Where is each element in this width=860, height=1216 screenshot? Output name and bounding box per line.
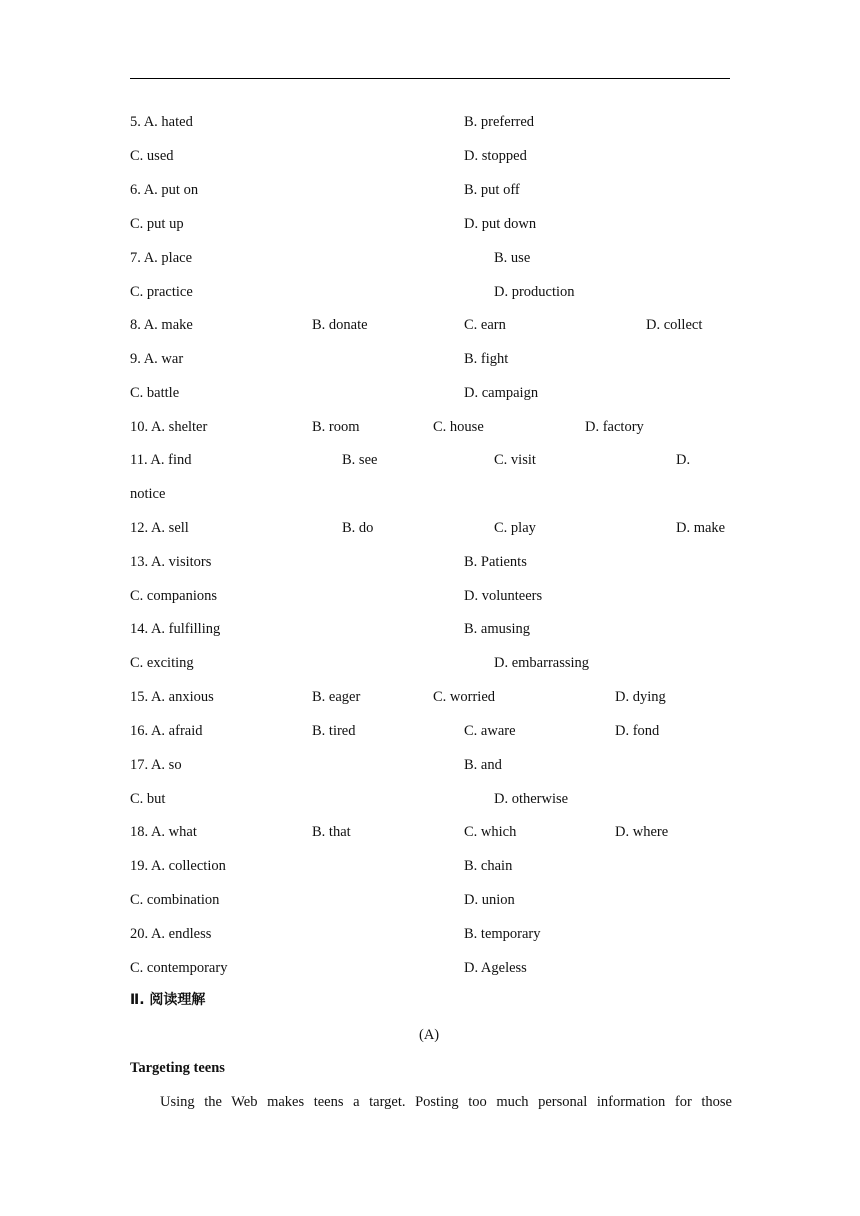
q13-option-d: D. volunteers	[464, 588, 543, 604]
q5-option-c: C. used	[130, 148, 174, 164]
q6-option-b: B. put off	[464, 182, 520, 198]
q18-option-b: B. that	[312, 824, 351, 840]
passage-first-line: Using the Web makes teens a target. Posting too much personal information for those	[160, 1094, 732, 1110]
q14-option-a: 14. A. fulfilling	[130, 621, 221, 637]
q9-option-b: B. fight	[464, 351, 509, 367]
q14-option-d: D. embarrassing	[494, 655, 590, 671]
q10-option-a: 10. A. shelter	[130, 419, 208, 435]
q5-option-d: D. stopped	[464, 148, 527, 164]
q17-option-b: B. and	[464, 757, 502, 773]
passage-label: (A)	[419, 1027, 440, 1043]
q18-option-d: D. where	[615, 824, 669, 840]
q18-option-a: 18. A. what	[130, 824, 197, 840]
q8-option-a: 8. A. make	[130, 317, 193, 333]
q11-option-c: C. visit	[494, 452, 536, 468]
q15-option-d: D. dying	[615, 689, 666, 705]
q7-option-b: B. use	[494, 250, 531, 266]
q8-option-d: D. collect	[646, 317, 703, 333]
q8-option-b: B. donate	[312, 317, 368, 333]
q20-option-d: D. Ageless	[464, 960, 527, 976]
q10-option-b: B. room	[312, 419, 360, 435]
q15-option-b: B. eager	[312, 689, 361, 705]
q11-option-b: B. see	[342, 452, 378, 468]
q6-option-c: C. put up	[130, 216, 184, 232]
q14-option-c: C. exciting	[130, 655, 194, 671]
q19-option-c: C. combination	[130, 892, 220, 908]
q16-option-a: 16. A. afraid	[130, 723, 203, 739]
q14-option-b: B. amusing	[464, 621, 531, 637]
q13-option-c: C. companions	[130, 588, 217, 604]
q9-option-a: 9. A. war	[130, 351, 184, 367]
q6-option-a: 6. A. put on	[130, 182, 199, 198]
q13-option-b: B. Patients	[464, 554, 527, 570]
q8-option-c: C. earn	[464, 317, 506, 333]
q5-option-a: 5. A. hated	[130, 114, 193, 130]
q11-option-d-continuation: notice	[130, 486, 166, 502]
q5-option-b: B. preferred	[464, 114, 535, 130]
q16-option-b: B. tired	[312, 723, 356, 739]
q17-option-a: 17. A. so	[130, 757, 182, 773]
q10-option-d: D. factory	[585, 419, 644, 435]
q9-option-d: D. campaign	[464, 385, 539, 401]
q15-option-a: 15. A. anxious	[130, 689, 214, 705]
q20-option-a: 20. A. endless	[130, 926, 212, 942]
q18-option-c: C. which	[464, 824, 517, 840]
passage-title: Targeting teens	[130, 1060, 225, 1076]
q16-option-d: D. fond	[615, 723, 660, 739]
q12-option-d: D. make	[676, 520, 726, 536]
section-heading: Ⅱ. 阅读理解	[130, 992, 206, 1008]
q16-option-c: C. aware	[464, 723, 516, 739]
q11-option-d: D.	[676, 452, 691, 468]
q11-option-a: 11. A. find	[130, 452, 192, 468]
q13-option-a: 13. A. visitors	[130, 554, 212, 570]
q12-option-b: B. do	[342, 520, 374, 536]
q15-option-c: C. worried	[433, 689, 496, 705]
q12-option-c: C. play	[494, 520, 536, 536]
q19-option-b: B. chain	[464, 858, 513, 874]
q20-option-c: C. contemporary	[130, 960, 228, 976]
q19-option-d: D. union	[464, 892, 515, 908]
q10-option-c: C. house	[433, 419, 484, 435]
q7-option-d: D. production	[494, 284, 575, 300]
q9-option-c: C. battle	[130, 385, 180, 401]
q12-option-a: 12. A. sell	[130, 520, 189, 536]
q7-option-a: 7. A. place	[130, 250, 193, 266]
q20-option-b: B. temporary	[464, 926, 541, 942]
q17-option-c: C. but	[130, 791, 166, 807]
q19-option-a: 19. A. collection	[130, 858, 226, 874]
q7-option-c: C. practice	[130, 284, 193, 300]
q6-option-d: D. put down	[464, 216, 537, 232]
header-rule	[130, 78, 730, 79]
q17-option-d: D. otherwise	[494, 791, 569, 807]
